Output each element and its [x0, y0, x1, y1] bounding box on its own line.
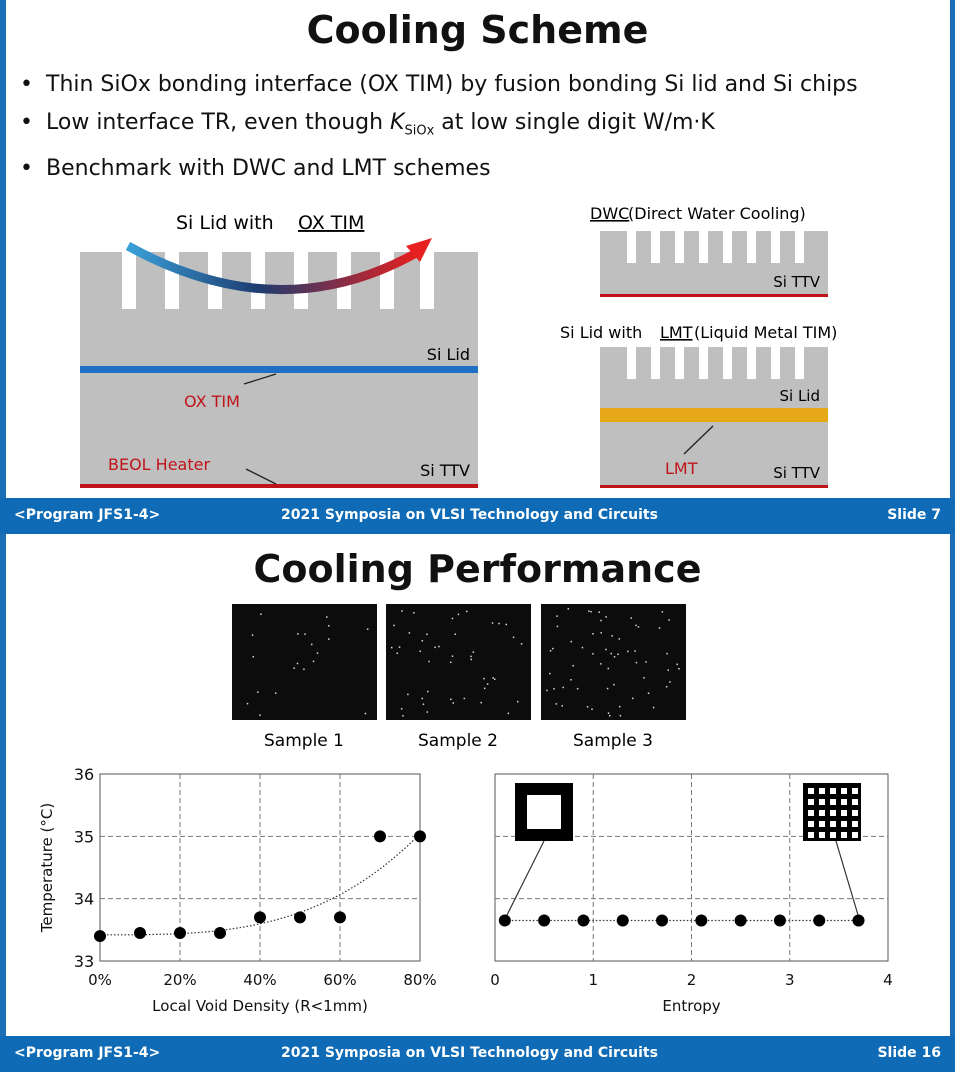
- high-entropy-pattern-cell: [852, 810, 858, 816]
- k-symbol: K: [390, 110, 405, 135]
- bullet-text: Thin SiOx bonding interface (OX TIM) by fusion bonding Si lid and Si chips: [46, 72, 858, 97]
- chart-1-x-tick-label: 60%: [323, 971, 357, 989]
- chart-2-x-tick-label: 4: [883, 971, 893, 989]
- chart-1-data-point: [294, 911, 306, 923]
- chart-2-x-tick-label: 2: [686, 971, 697, 989]
- footer-conference: 2021 Symposia on VLSI Technology and Circuits: [281, 507, 658, 523]
- lmt-heater-layer: [600, 485, 828, 488]
- high-entropy-pattern-cell: [819, 810, 825, 816]
- high-entropy-pattern-cell: [841, 799, 847, 805]
- sample-2-label: Sample 2: [418, 731, 498, 751]
- chart-2-data-point: [538, 914, 550, 926]
- high-entropy-pattern-cell: [830, 788, 836, 794]
- chart-1-y-axis-label: Temperature (°C): [38, 802, 56, 933]
- ox-tim-label: OX TIM: [184, 392, 240, 411]
- low-entropy-pattern-center: [527, 795, 561, 829]
- bullet-text: Benchmark with DWC and LMT schemes: [46, 156, 491, 182]
- footer-slide-number: Slide 16: [877, 1045, 941, 1061]
- chart-2-data-point: [499, 914, 511, 926]
- lmt-layer: [600, 408, 828, 422]
- chart-1-data-point: [94, 930, 106, 942]
- chart-1-x-tick-label: 80%: [403, 971, 437, 989]
- chart-2-x-axis-label: Entropy: [662, 997, 721, 1015]
- slide-footer: [0, 1036, 955, 1072]
- chart-1-x-tick-label: 20%: [163, 971, 197, 989]
- main-diagram-title-underlined: OX TIM: [298, 212, 365, 234]
- chart-1-data-point: [374, 830, 386, 842]
- chart-2-data-point: [813, 914, 825, 926]
- high-entropy-pattern-cell: [819, 788, 825, 794]
- main-diagram-title-prefix: Si Lid with: [176, 212, 274, 234]
- chart-2-data-point: [617, 914, 629, 926]
- high-entropy-pattern-cell: [841, 788, 847, 794]
- footer-slide-number: Slide 7: [887, 507, 941, 523]
- lmt-si-ttv-label: Si TTV: [773, 464, 820, 482]
- chart-1-x-tick-label: 40%: [243, 971, 277, 989]
- beol-heater-layer: [80, 484, 478, 488]
- slide-title: Cooling Performance: [253, 547, 702, 591]
- lmt-si-lid-label: Si Lid: [779, 387, 820, 405]
- chart-2-x-tick-label: 0: [490, 971, 500, 989]
- chart-2-x-tick-label: 1: [588, 971, 599, 989]
- high-entropy-pattern-cell: [808, 821, 814, 827]
- high-entropy-pattern-cell: [830, 799, 836, 805]
- slide-cooling-performance: [0, 537, 955, 1072]
- dwc-heater-layer: [600, 294, 828, 297]
- high-entropy-pattern-cell: [808, 788, 814, 794]
- chart-2-data-point: [577, 914, 589, 926]
- chart-1-y-tick-label: 34: [73, 889, 95, 909]
- high-entropy-pattern-cell: [808, 810, 814, 816]
- chart-1-y-tick-label: 36: [73, 765, 95, 784]
- high-entropy-pattern-cell: [841, 832, 847, 838]
- low-entropy-pointer: [507, 841, 544, 915]
- beol-heater-label: BEOL Heater: [108, 455, 211, 474]
- chart-2-data-point: [853, 914, 865, 926]
- chart-1-data-point: [214, 927, 226, 939]
- dwc-si-ttv-label: Si TTV: [773, 273, 820, 291]
- high-entropy-pattern-cell: [830, 832, 836, 838]
- si-lid-label: Si Lid: [426, 345, 470, 364]
- chart-1-x-tick-label: 0%: [88, 971, 112, 989]
- high-entropy-pattern-cell: [852, 821, 858, 827]
- chart-1-x-axis-label: Local Void Density (R<1mm): [152, 997, 368, 1015]
- high-entropy-pattern-cell: [808, 799, 814, 805]
- chart-1-y-tick-label: 35: [73, 827, 95, 847]
- footer-program: <Program JFS1-4>: [14, 507, 161, 523]
- chart-2-data-point: [656, 914, 668, 926]
- dwc-title-underlined: DWC: [590, 204, 630, 223]
- high-entropy-pattern-cell: [841, 821, 847, 827]
- lmt-title-prefix: Si Lid with: [560, 323, 643, 342]
- lmt-label: LMT: [665, 459, 698, 478]
- chart-1-data-point: [334, 911, 346, 923]
- high-entropy-pattern-cell: [819, 832, 825, 838]
- ox-tim-layer: [80, 366, 478, 373]
- chart-1-y-tick-label: 33: [73, 952, 95, 971]
- high-entropy-pattern-cell: [808, 832, 814, 838]
- footer-program: <Program JFS1-4>: [14, 1045, 161, 1061]
- chart-2-data-point: [695, 914, 707, 926]
- high-entropy-pattern-cell: [819, 799, 825, 805]
- k-subscript: SiOx: [404, 123, 435, 139]
- bullet-text: Low interface TR, even though: [46, 110, 384, 135]
- high-entropy-pointer: [836, 841, 858, 915]
- slide-title: Cooling Scheme: [306, 8, 649, 52]
- dwc-title-rest: (Direct Water Cooling): [628, 204, 806, 223]
- chart-2-data-point: [774, 914, 786, 926]
- sample-1-label: Sample 1: [264, 731, 344, 751]
- sample-3-label: Sample 3: [573, 731, 653, 751]
- ox-tim-diagram: [0, 0, 955, 500]
- chart-2-x-tick-label: 3: [784, 971, 795, 989]
- slide-footer: [0, 498, 955, 534]
- chart-1-data-point: [254, 911, 266, 923]
- lmt-title-underlined: LMT: [660, 323, 693, 342]
- chart-1-data-point: [134, 927, 146, 939]
- bullet-text-tail: at low single digit W/m·K: [434, 110, 715, 135]
- si-ttv-label: Si TTV: [420, 461, 470, 480]
- high-entropy-pattern-cell: [830, 821, 836, 827]
- lmt-title-rest: (Liquid Metal TIM): [694, 323, 838, 342]
- chart-1-data-point: [414, 830, 426, 842]
- high-entropy-pattern-cell: [841, 810, 847, 816]
- high-entropy-pattern-cell: [830, 810, 836, 816]
- chart-2-data-point: [735, 914, 747, 926]
- high-entropy-pattern-cell: [852, 832, 858, 838]
- cooling-charts: [0, 537, 955, 1032]
- chart-1-data-point: [174, 927, 186, 939]
- footer-conference: 2021 Symposia on VLSI Technology and Circuits: [281, 1045, 658, 1061]
- high-entropy-pattern-cell: [852, 799, 858, 805]
- high-entropy-pattern-cell: [852, 788, 858, 794]
- high-entropy-pattern-cell: [819, 821, 825, 827]
